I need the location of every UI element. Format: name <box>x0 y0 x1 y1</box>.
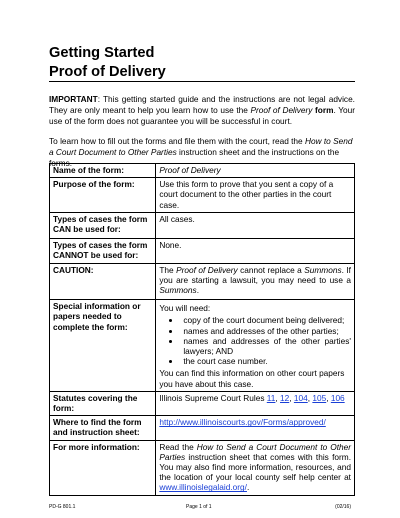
instructions-text-b: instruction sheet and the instructions on the forms. <box>49 147 340 168</box>
important-form-name: Proof of Delivery <box>250 105 313 115</box>
can-label: Types of cases the form CAN be used for: <box>50 212 156 238</box>
special-value <box>156 300 355 392</box>
statutes-text: Illinois Supreme Court Rules <box>159 392 267 403</box>
name-value-text: Proof of Delivery <box>159 165 221 175</box>
footer-form-code: PD-G 801.1 <box>49 504 76 510</box>
cannot-value: None. <box>156 239 355 263</box>
caution-text-a: The <box>159 264 177 275</box>
more-text-a: Read the <box>159 441 197 452</box>
statutes-label: Statutes covering the form: <box>50 391 156 415</box>
cannot-label: Types of cases the form CANNOT be used for: <box>50 239 156 263</box>
special-label: Special information or papers needed to complete the form: <box>50 300 156 392</box>
important-text-a: : This getting started guide and the instructions are not legal advice. They are only meant to help you learn how to use the <box>49 94 355 115</box>
special-intro: You will need: <box>159 303 211 314</box>
more-label: For more information: <box>50 440 156 495</box>
where-value <box>156 416 355 440</box>
important-form-word: form <box>312 105 334 115</box>
table-row-statutes <box>50 391 355 415</box>
more-sheet-name: How to Send a Court Document to Other Parties <box>159 441 351 462</box>
caution-form-name: Proof of Delivery <box>176 264 238 275</box>
caution-text-c: . If you are starting a lawsuit, you may need to use a <box>159 264 351 285</box>
statutes-value: Illinois Supreme Court Rules 11, 12, 104, 105, 106 <box>156 391 355 415</box>
important-label: IMPORTANT <box>49 94 98 104</box>
more-value <box>156 440 355 495</box>
caution-label: CAUTION: <box>50 263 156 300</box>
more-text-c: . <box>246 482 250 493</box>
table-row-name <box>50 164 355 178</box>
form-info-table <box>49 163 355 496</box>
where-label: Where to find the form and instruction sheet: <box>50 416 156 440</box>
can-value: All cases. <box>156 212 355 238</box>
table-row-caution <box>50 263 355 300</box>
name-label: Name of the form: <box>50 164 156 178</box>
purpose-label: Purpose of the form: <box>50 178 156 213</box>
list-item: • names and addresses of the other parties; <box>181 326 351 336</box>
special-list <box>173 315 351 366</box>
table-row-where <box>50 416 355 440</box>
instructions-text-a: To learn how to fill out the forms and file them with the court, read the <box>49 136 305 146</box>
legal-aid-link[interactable]: www.illinoislegalaid.org/ <box>159 482 247 493</box>
page-title <box>49 44 166 82</box>
instructions-sheet-name: How to Send a Court Document to Other Parties <box>49 136 353 157</box>
caution-summons-2: Summons <box>159 285 197 296</box>
important-notice <box>49 94 355 127</box>
footer-date: (02/16) <box>335 504 351 510</box>
table-row-purpose <box>50 178 355 213</box>
title-line-1: Getting Started <box>49 45 155 61</box>
list-item: • copy of the court document being delivered; <box>181 315 351 325</box>
forms-approved-link[interactable]: http://www.illinoiscourts.gov/Forms/approved/ <box>159 417 326 428</box>
purpose-value: Use this form to prove that you sent a copy of a court document to the other parties in the court case. <box>156 178 355 213</box>
table-row-more <box>50 440 355 495</box>
important-text-b: . Your use of the form does not guarantee you will be successful in court. <box>49 105 355 126</box>
table-row-can <box>50 212 355 238</box>
caution-value <box>156 263 355 300</box>
caution-text-d: . <box>196 285 199 296</box>
title-line-2: Proof of Delivery <box>49 64 166 80</box>
caution-text-b: cannot replace a <box>237 264 305 275</box>
more-text-b: instruction sheet that comes with this form. You may also find more information, resources, and the location of your local county self help center at <box>159 451 351 483</box>
list-item: • names and addresses of the other parties' lawyers; AND <box>181 336 351 356</box>
rule-11-link[interactable]: 11 <box>266 392 276 403</box>
caution-summons-1: Summons <box>304 264 342 275</box>
rule-104-link[interactable]: 104 <box>293 392 308 403</box>
list-item: • the court case number. <box>181 356 351 366</box>
name-value <box>156 164 355 178</box>
table-row-special <box>50 300 355 392</box>
rule-106-link[interactable]: 106 <box>330 392 345 403</box>
rule-105-link[interactable]: 105 <box>312 392 327 403</box>
title-divider <box>49 81 355 82</box>
footer-page-number: Page 1 of 1 <box>186 504 212 510</box>
table-row-cannot <box>50 239 355 263</box>
rule-12-link[interactable]: 12 <box>280 392 290 403</box>
special-outro: You can find this information on other court papers you have about this case. <box>159 368 345 389</box>
